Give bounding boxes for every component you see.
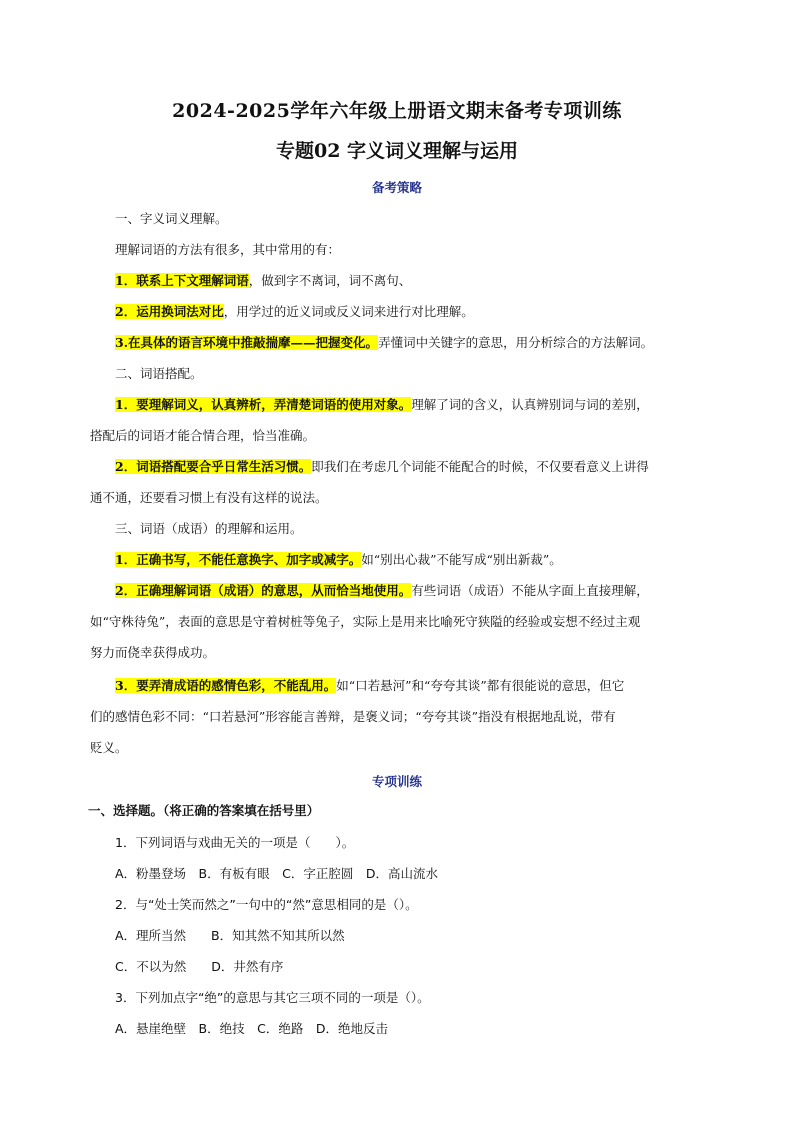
collocation-2-cont: 通不通，还要看习惯上有没有这样的说法。 bbox=[90, 490, 328, 505]
idiom-3 bbox=[115, 677, 735, 695]
collocation-2-rest: 即我们在考虑几个词能不能配合的时候，不仅要看意义上讲得 bbox=[311, 459, 649, 474]
idiom-3-highlight: 3．要弄清成语的感情色彩，不能乱用。 bbox=[115, 678, 337, 693]
document-title: 2024-2025学年六年级上册语文期末备考专项训练 bbox=[172, 100, 622, 122]
idiom-3-cont-1: 们的感情色彩不同：“口若悬河”形容能言善辩，是褒义词；“夸夸其谈”指没有根据地乱说，带有 bbox=[90, 709, 616, 724]
idiom-3-rest: 如“口若悬河”和“夸夸其谈”都有很能说的意思，但它 bbox=[336, 678, 625, 693]
question-3: 3．下列加点字“绝”的意思与其它三项不同的一项是（）。 bbox=[115, 990, 430, 1005]
question-1-options: A．粉墨登场 B．有板有眼 C．字正腔圆 D．高山流水 bbox=[115, 866, 438, 881]
method-3-highlight: 3.在具体的语言环境中推敲揣摩——把握变化。 bbox=[115, 335, 379, 350]
question-2-options-2: C．不以为然 D．井然有序 bbox=[115, 959, 284, 974]
intro-text: 理解词语的方法有很多，其中常用的有： bbox=[115, 242, 341, 257]
method-1-highlight: 1．联系上下文理解词语 bbox=[115, 273, 249, 288]
idiom-2-rest: 有些词语（成语）不能从字面上直接理解， bbox=[411, 583, 649, 598]
method-2-highlight: 2．运用换词法对比 bbox=[115, 304, 224, 319]
collocation-1-rest: 理解了词的含义，认真辨别词与词的差别， bbox=[411, 397, 649, 412]
method-1-rest: ，做到字不离词，词不离句、 bbox=[248, 273, 412, 288]
method-2 bbox=[115, 303, 735, 321]
section-heading-strategy: 备考策略 bbox=[371, 180, 422, 195]
collocation-2 bbox=[115, 458, 735, 476]
collocation-2-highlight: 2．词语搭配要合乎日常生活习惯。 bbox=[115, 459, 312, 474]
idiom-2-cont-2: 努力而侥幸获得成功。 bbox=[90, 645, 216, 660]
heading-1: 一、字义词义理解。 bbox=[115, 211, 228, 226]
idiom-2-highlight: 2．正确理解词语（成语）的意思，从而恰当地使用。 bbox=[115, 583, 412, 598]
collocation-1-cont: 搭配后的词语才能合情合理，恰当准确。 bbox=[90, 428, 316, 443]
method-2-rest: ，用学过的近义词或反义词来进行对比理解。 bbox=[223, 304, 474, 319]
collocation-1 bbox=[115, 396, 735, 414]
part-1-heading: 一、选择题。（将正确的答案填在括号里） bbox=[88, 803, 320, 818]
idiom-3-cont-2: 贬义。 bbox=[90, 740, 128, 755]
method-1 bbox=[115, 272, 735, 290]
question-1: 1．下列词语与戏曲无关的一项是（ ）。 bbox=[115, 835, 355, 850]
method-3 bbox=[115, 334, 735, 352]
heading-3: 三、词语（成语）的理解和运用。 bbox=[115, 521, 303, 536]
heading-2: 二、词语搭配。 bbox=[115, 366, 203, 381]
question-2-options-1: A．理所当然 B．知其然不知其所以然 bbox=[115, 928, 345, 943]
document-subtitle: 专题02 字义词义理解与运用 bbox=[275, 140, 519, 162]
section-heading-training: 专项训练 bbox=[371, 774, 422, 789]
idiom-1-highlight: 1．正确书写，不能任意换字、加字或减字。 bbox=[115, 552, 362, 567]
idiom-1 bbox=[115, 551, 735, 569]
collocation-1-highlight: 1．要理解词义，认真辨析，弄清楚词语的使用对象。 bbox=[115, 397, 412, 412]
question-2: 2．与“处士笑而然之”一句中的“然”意思相同的是（）。 bbox=[115, 897, 418, 912]
question-3-options: A．悬崖绝壁 B．绝技 C．绝路 D．绝地反击 bbox=[115, 1021, 388, 1036]
idiom-1-rest: 如“别出心裁”不能写成“别出新裁”。 bbox=[361, 552, 562, 567]
idiom-2-cont-1: 如“守株待兔”，表面的意思是守着树桩等兔子，实际上是用来比喻死守狭隘的经验或妄想不经过主观 bbox=[90, 614, 641, 629]
method-3-rest: 弄懂词中关键字的意思，用分析综合的方法解词。 bbox=[378, 335, 654, 350]
idiom-2 bbox=[115, 582, 735, 600]
